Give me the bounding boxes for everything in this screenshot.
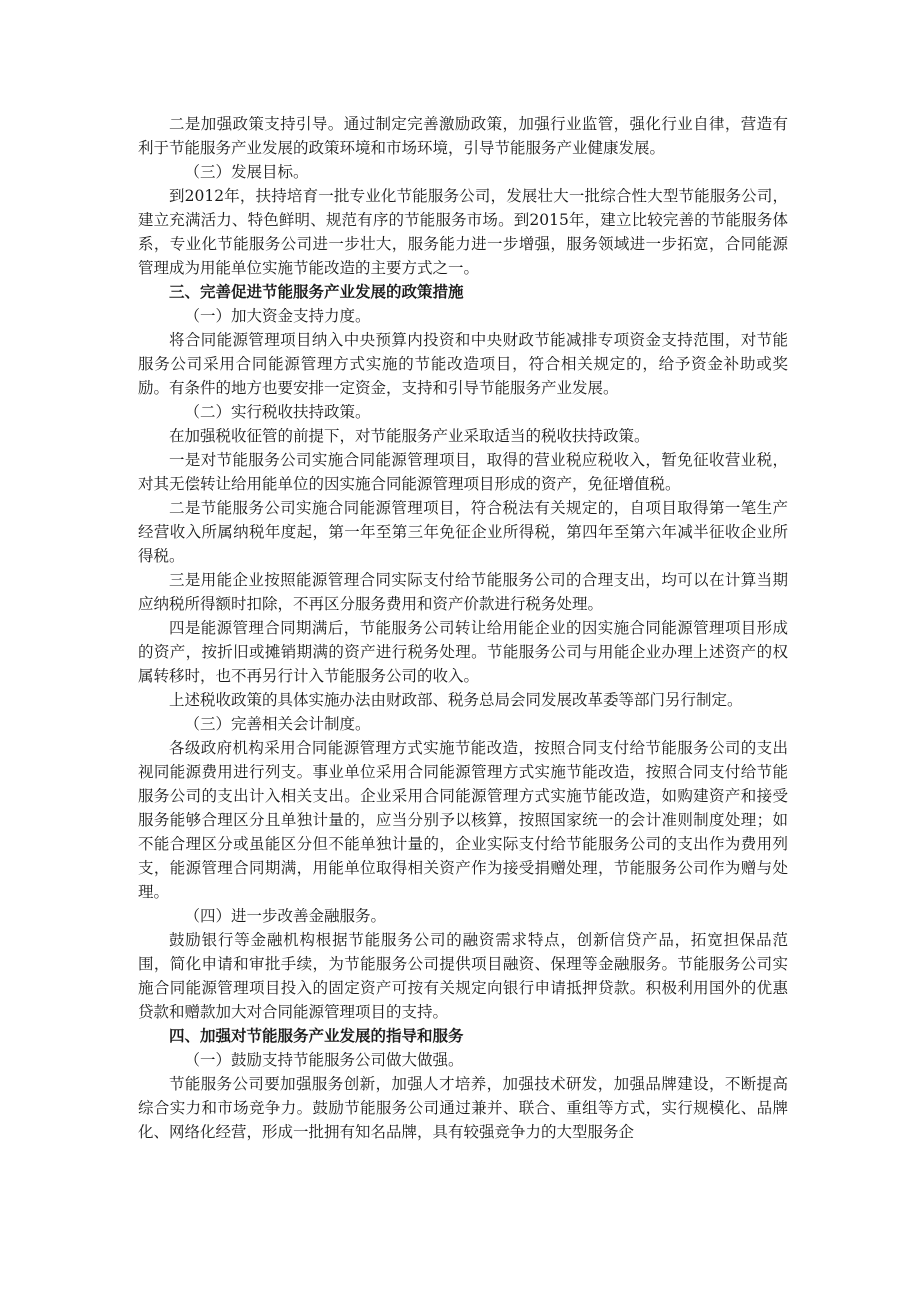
subsection-heading: （二）实行税收扶持政策。 xyxy=(184,403,371,421)
subsection-heading: （一）鼓励支持节能服务公司做大做强。 xyxy=(184,1051,464,1069)
paragraph: 三是用能企业按照能源管理合同实际支付给节能服务公司的合理支出，均可以在计算当期应纳税所得额时扣除，不再区分服务费用和资产价款进行税务处理。 xyxy=(138,571,788,613)
subsection-heading: （三）完善相关会计制度。 xyxy=(184,715,371,733)
paragraph: 在加强税收征管的前提下，对节能服务产业采取适当的税收扶持政策。 xyxy=(169,427,650,445)
paragraph: 二是加强政策支持引导。通过制定完善激励政策，加强行业监管，强化行业自律，营造有利于节能服务产业发展的政策环境和市场环境，引导节能服务产业健康发展。 xyxy=(138,115,788,157)
section-heading: 四、加强对节能服务产业发展的指导和服务 xyxy=(169,1027,464,1045)
paragraph: 节能服务公司要加强服务创新，加强人才培养，加强技术研发，加强品牌建设，不断提高综合实力和市场竞争力。鼓励节能服务公司通过兼并、联合、重组等方式，实行规模化、品牌化、网络化经营，形成一批拥有知名品牌，具有较强竞争力的大型服务企 xyxy=(138,1075,788,1141)
subsection-heading: （四）进一步改善金融服务。 xyxy=(184,907,387,925)
subsection-heading: （一）加大资金支持力度。 xyxy=(184,307,371,325)
paragraph: 鼓励银行等金融机构根据节能服务公司的融资需求特点，创新信贷产品，拓宽担保品范围，简化申请和审批手续，为节能服务公司提供项目融资、保理等金融服务。节能服务公司实施合同能源管理项目投入的固定资产可按有关规定向银行申请抵押贷款。积极利用国外的优惠贷款和赠款加大对合同能源管理项目的支持。 xyxy=(138,931,788,1021)
paragraph: 二是节能服务公司实施合同能源管理项目，符合税法有关规定的，自项目取得第一笔生产经营收入所属纳税年度起，第一年至第三年免征企业所得税，第四年至第六年减半征收企业所得税。 xyxy=(138,499,788,565)
paragraph: 到2012年，扶持培育一批专业化节能服务公司，发展壮大一批综合性大型节能服务公司，建立充满活力、特色鲜明、规范有序的节能服务市场。到2015年，建立比较完善的节能服务体系，专业化节能服务公司进一步壮大，服务能力进一步增强，服务领域进一步拓宽，合同能源管理成为用能单位实施节能改造的主要方式之一。 xyxy=(138,187,788,277)
paragraph: 将合同能源管理项目纳入中央预算内投资和中央财政节能减排专项资金支持范围，对节能服务公司采用合同能源管理方式实施的节能改造项目，符合相关规定的，给予资金补助或奖励。有条件的地方也要安排一定资金，支持和引导节能服务产业发展。 xyxy=(138,331,788,397)
document-body xyxy=(138,112,788,1144)
paragraph: 一是对节能服务公司实施合同能源管理项目，取得的营业税应税收入，暂免征收营业税，对其无偿转让给用能单位的因实施合同能源管理项目形成的资产，免征增值税。 xyxy=(138,451,788,493)
section-heading: 三、完善促进节能服务产业发展的政策措施 xyxy=(169,283,464,301)
paragraph: 各级政府机构采用合同能源管理方式实施节能改造，按照合同支付给节能服务公司的支出视同能源费用进行列支。事业单位采用合同能源管理方式实施节能改造，按照合同支付给节能服务公司的支出计入相关支出。企业采用合同能源管理方式实施节能改造，如购建资产和接受服务能够合理区分且单独计量的，应当分别予以核算，按照国家统一的会计准则制度处理；如不能合理区分或虽能区分但不能单独计量的，企业实际支付给节能服务公司的支出作为费用列支，能源管理合同期满，用能单位取得相关资产作为接受捐赠处理，节能服务公司作为赠与处理。 xyxy=(138,739,788,901)
paragraph: 上述税收政策的具体实施办法由财政部、税务总局会同发展改革委等部门另行制定。 xyxy=(169,691,743,709)
subsection-heading: （三）发展目标。 xyxy=(184,163,309,181)
paragraph: 四是能源管理合同期满后，节能服务公司转让给用能企业的因实施合同能源管理项目形成的资产，按折旧或摊销期满的资产进行税务处理。节能服务公司与用能企业办理上述资产的权属转移时，也不再另行计入节能服务公司的收入。 xyxy=(138,619,788,685)
